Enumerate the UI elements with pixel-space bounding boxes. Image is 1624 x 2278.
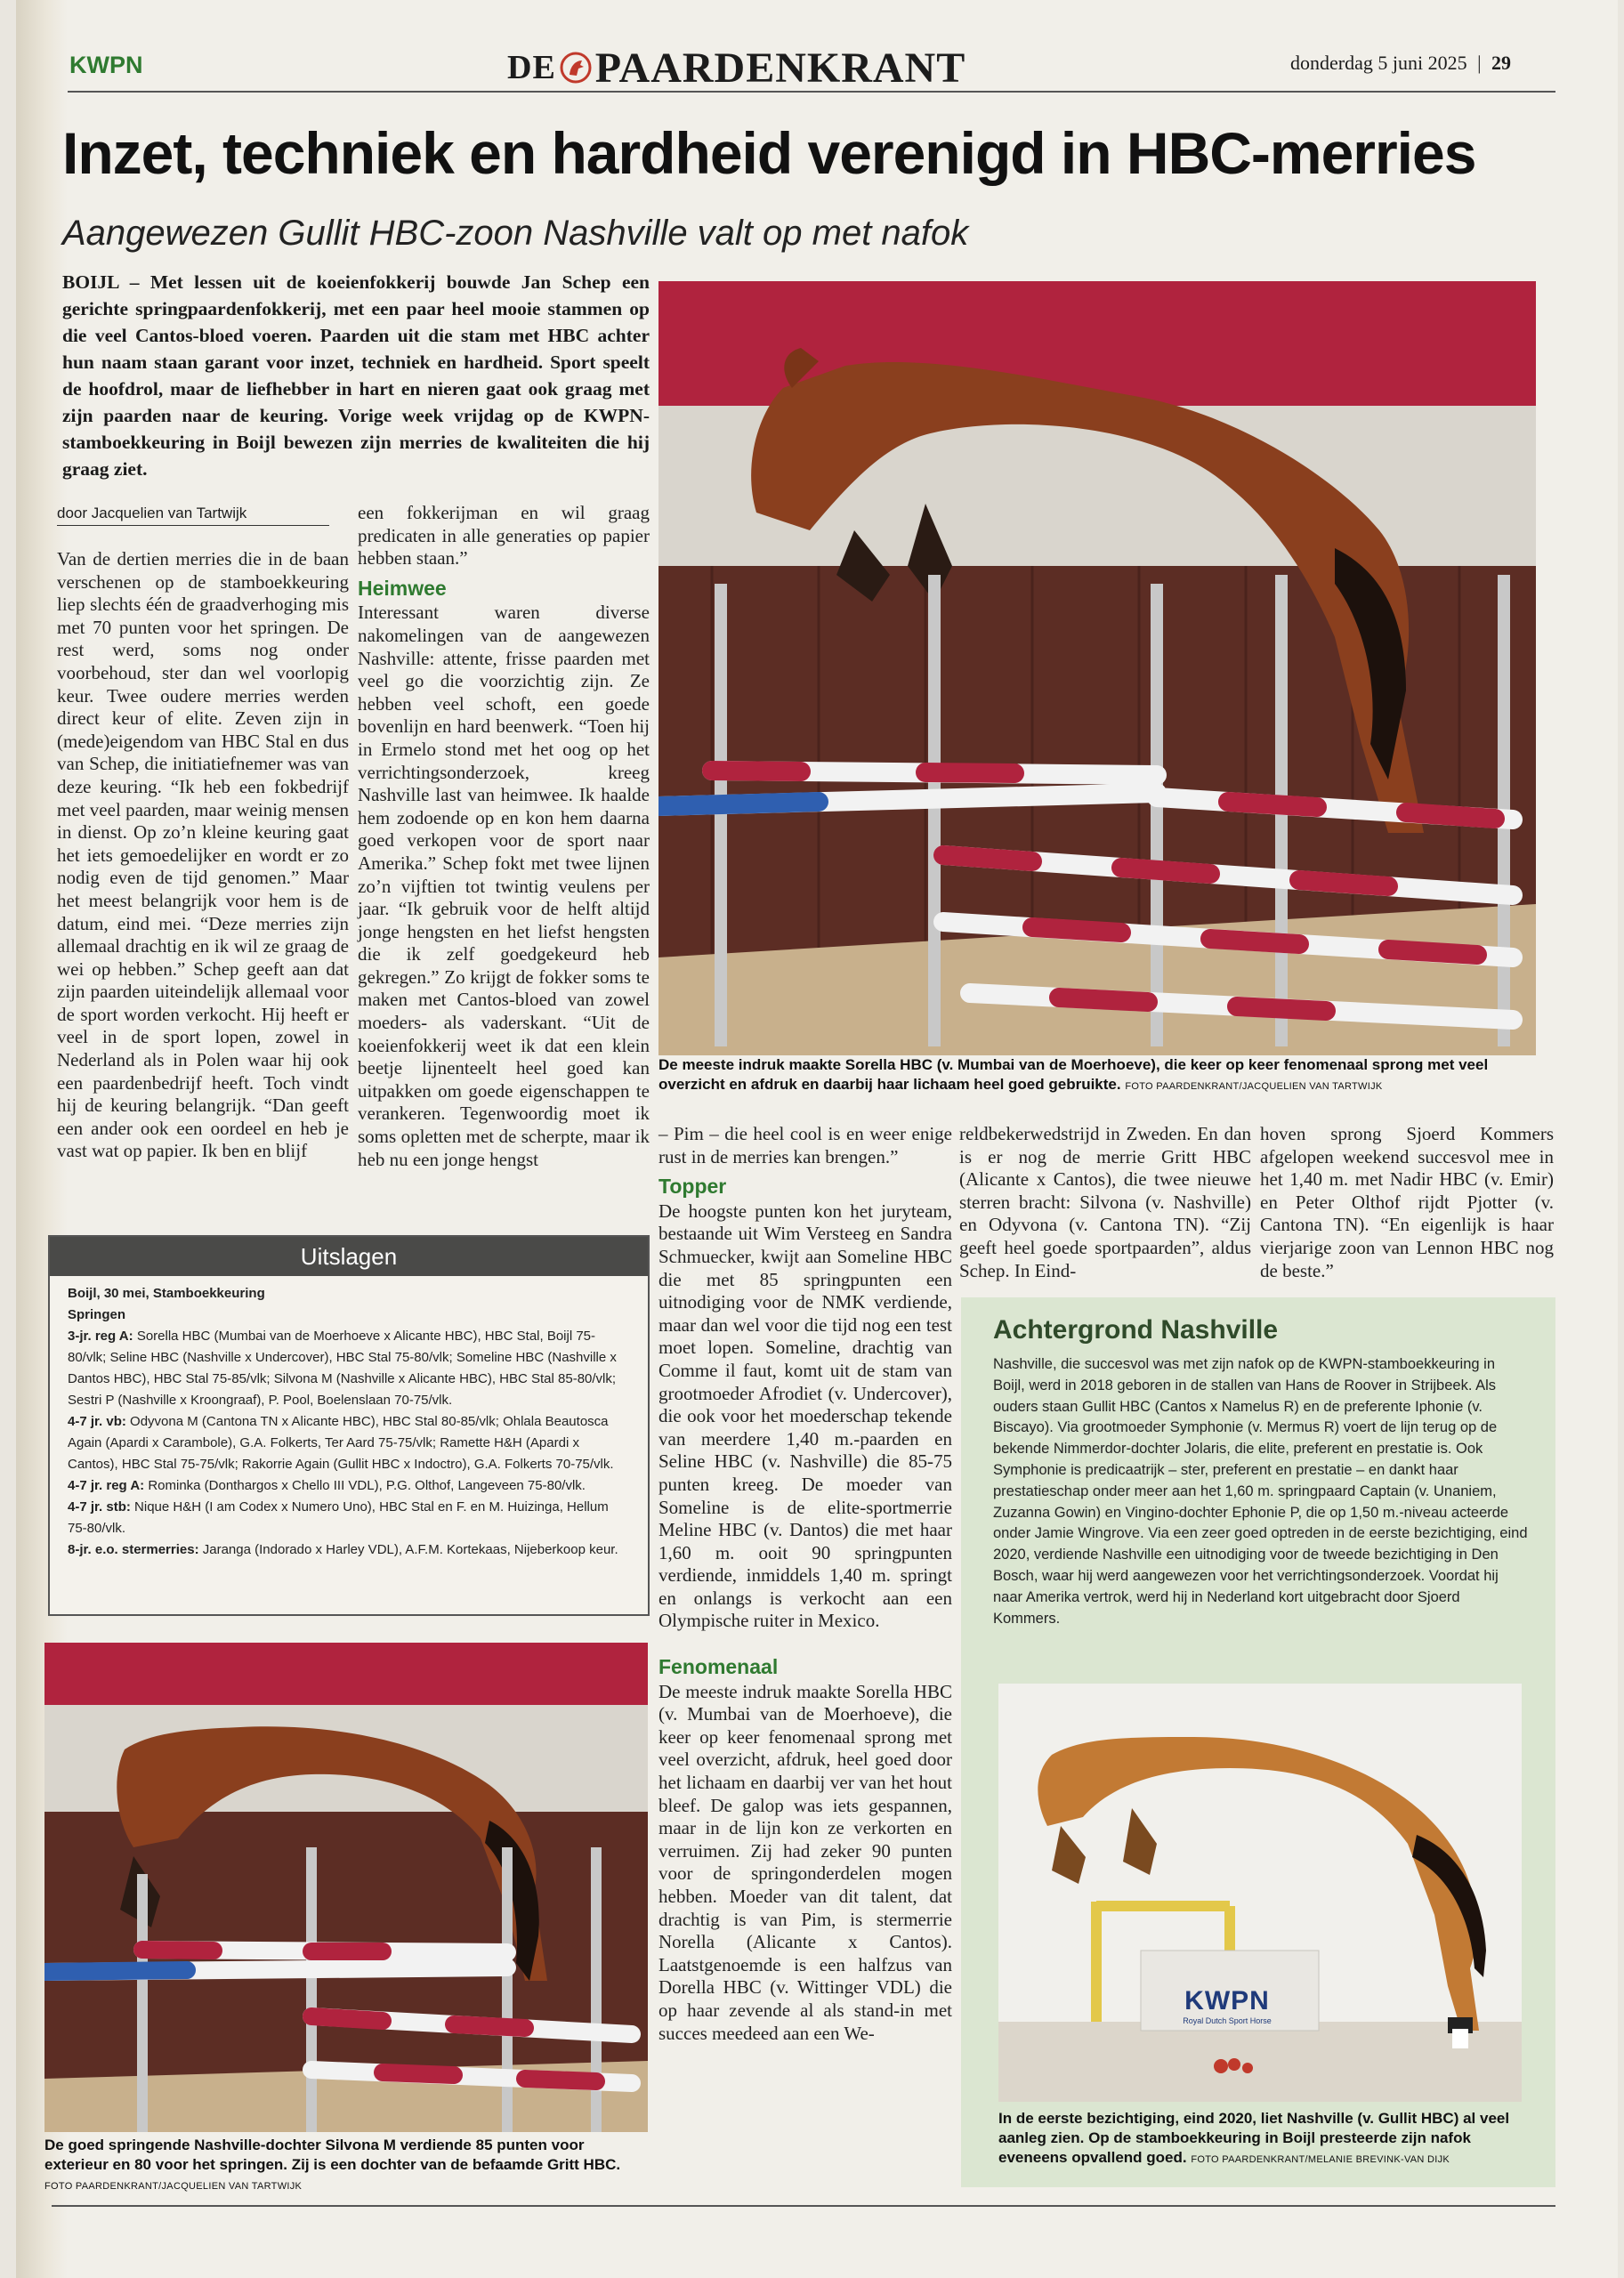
byline: door Jacquelien van Tartwijk: [57, 505, 329, 526]
results-row: 4-7 jr. vb: Odyvona M (Cantona TN x Alicante HBC), HBC Stal 80-85/vlk; Ohlala Beautosca Again (Apardi x Carambole), G.A. Folkerts, Ter Aard 75-75/vlk; Ramette H&H (Apardi x Cantos), HBC Stal 75-75/vlk; Rakorrie Again (Gullit HBC x Indoctro), G.A. Folkerts 70-75/vlk.: [68, 1414, 614, 1472]
photo-nashville-illustration: [998, 1684, 1522, 2102]
article-column-2: [358, 502, 650, 1171]
photo-nashville-credit: FOTO PAARDENKRANT/MELANIE BREVINK-VAN DIJK: [1191, 2154, 1450, 2165]
results-box: [48, 1235, 650, 1616]
article-column-3: [658, 1123, 952, 2045]
column-2-top: een fokkerijman en wil graag predicaten in alle generaties op papier hebben staan.”: [358, 502, 650, 570]
kwpn-logo-text: KWPN: [1184, 1986, 1270, 2015]
background-box-title: Achtergrond Nashville: [993, 1315, 1279, 1345]
article-column-1: [57, 548, 349, 1163]
article-column-5: [1260, 1123, 1554, 1282]
subheading-fenomenaal: Fenomenaal: [658, 1655, 779, 1679]
photo-silvona-caption-text: De goed springende Nashville-dochter Silvona M verdiende 85 punten voor exterieur en 80 voor het springen. Zij is een dochter van de befaamde Gritt HBC.: [44, 2137, 621, 2173]
photo-sorella: [658, 281, 1536, 1055]
subheading-topper: Topper: [658, 1175, 727, 1199]
column-3-top: – Pim – die heel cool is en weer enige rust in de merries kan brengen.”: [658, 1123, 952, 1167]
photo-silvona: [44, 1643, 648, 2132]
results-row: 8-jr. e.o. stermerries: Jaranga (Indorado x Harley VDL), A.F.M. Kortekaas, Nijeberkoop keur.: [68, 1542, 618, 1557]
article-column-4: [959, 1123, 1251, 1282]
photo-sorella-caption-text: De meeste indruk maakte Sorella HBC (v. Mumbai van de Moerhoeve), die keer op keer fenomenaal sprong met veel overzicht en afdruk en daarbij haar lichaam heel goed gebruikte.: [658, 1056, 1489, 1093]
intro-lead: BOIJL – Met lessen uit de koeienfokkerij bouwde Jan Schep een gerichte springpaardenfokkerij, met een paar heel mooie stammen op die veel Cantos-bloed voeren. Paarden uit die stam met HBC achter hun naam staan garant voor inzet, techniek en hardheid. Sport speelt de hoofdrol, maar de liefhebber in hart en nieren gaat ook graag met zijn paarden naar de keuring. Vorige week vrijdag op de KWPN-stamboekkeuring in Boijl bewezen zijn merries de kwaliteiten die hij graag ziet.: [62, 271, 650, 480]
kwpn-logo-subtitle: Royal Dutch Sport Horse: [1183, 2016, 1272, 2025]
masthead-logo: [507, 41, 966, 94]
results-row: 3-jr. reg A: Sorella HBC (Mumbai van de Moerhoeve x Alicante HBC), HBC Stal, Boijl 75-80/vlk; Seline HBC (Nashville x Undercover), HBC Stal 75-80/vlk; Someline HBC (Nashville x Dantos HBC), HBC Stal 75-85/vlk; Silvona M (Nashville x Alicante HBC), HBC Stal 85-80/vlk; Sestri P (Nashville x Kroongraaf), P. Pool, Boelenslaan 70-75/vlk.: [68, 1329, 617, 1408]
column-4-text: reldbekerwedstrijd in Zweden. En dan is er nog de merrie Gritt HBC (Alicante x Cantos), die twee nieuwe sterren bracht: Silvona (v. Nashville) en Odyvona (v. Cantona TN). “Zij geeft heel goede sportpaarden”, aldus Schep. In Eind-: [959, 1123, 1251, 1281]
photo-silvona-illustration: [44, 1643, 648, 2132]
photo-nashville-caption: [998, 2109, 1532, 2169]
photo-nashville-caption-text: In de eerste bezichtiging, eind 2020, liet Nashville (v. Gullit HBC) al veel aanleg zien. Op de stamboekkeuring in Boijl presteerde zijn nafok eveneens opvallend goed.: [998, 2110, 1510, 2166]
photo-sorella-caption: [658, 1055, 1539, 1096]
photo-sorella-illustration: [658, 281, 1536, 1055]
column-1-text: Van de dertien merries die in de baan verschenen op de stamboekkeuring liep slechts één de graadverhoging mis met 70 punten voor het springen. De rest werd, soms nog onder voorbehoud, ster dan wel voorlopig keur. Twee oudere merries werden direct keur of elite. Zeven zijn in (mede)eigendom van HBC Stal en dus van Schep, die initiatiefnemer was van deze keuring. “Ik heb een fokbedrijf met veel paarden, maar weinig mensen in dienst. Op zo’n kleine keuring gaat het iets gemoedelijker en wordt er zo nodig even de tijd genomen.” Maar het meest belangrijk voor hem is de datum, eind mei. “Deze merries zijn allemaal drachtig en ik wil ze graag de wei op hebben.” Schep geeft aan dat zijn paarden uiteindelijk allemaal voor de sport worden verkocht. Hij heeft er veel in de sport lopen, zowel in Nederland als in Polen waar hij ook een paardenbedrijf heeft. Toch vindt hij de keuring belangrijk. “Dan geeft een ander ook een oordeel en heb je vast wat op papier. Ik ben en blijf: [57, 548, 349, 1162]
results-row: 4-7 jr. stb: Nique H&H (I am Codex x Numero Uno), HBC Stal en F. en M. Huizinga, Hellum 75-80/vlk.: [68, 1499, 609, 1536]
column-2-heimwee: Interessant waren diverse nakomelingen van de aangewezen Nashville: attente, frisse paarden met veel go die voorzichtig zijn. Ze hebben veel schoft, een goede bovenlijn en hard beenwerk. “Toen hij in Ermelo stond met het oog op het verrichtingsonderzoek, kreeg Nashville last van heimwee. Ik haalde hem zodoende op en kon hem daarna goed verkopen voor de sport naar Amerika.” Schep fokt met twee lijnen zo’n vijftien tot twintig veulens per jaar. “Ik gebruik voor de helft altijd jonge hengsten en het liefst hengsten die ik zelf goedgekeurd heb gekregen.” Zo krijgt de fokker soms te maken met Cantos-bloed van zowel moeders- als vaderskant. “Uit de koeienfokkerij weet ik dat een klein beetje lijnenteelt heel goed kan uitpakken om goede eigenschappen te verankeren. Tegenwoordig moet ik soms opletten met de scherpte, maar ik heb nu een jonge hengst: [358, 602, 650, 1170]
bottom-rule: [52, 2205, 1555, 2207]
results-body: [50, 1276, 648, 1561]
photo-sorella-credit: FOTO PAARDENKRANT/JACQUELIEN VAN TARTWIJK: [1125, 1081, 1383, 1092]
results-row: 4-7 jr. reg A: Rominka (Donthargos x Chello III VDL), P.G. Olthof, Langeveen 75-80/vlk.: [68, 1478, 586, 1493]
column-3-fenomenaal: De meeste indruk maakte Sorella HBC (v. Mumbai van de Moerhoeve), die keer op keer fenomenaal sprong met veel overzicht, afdruk, heel goed door het lichaam en daarbij ver van het hout bleef. De galop was iets gespannen, maar in de lijn kon ze verkorten en verruimen. Zij had zeker 90 punten voor de springonderdelen mogen hebben. Moeder van dit talent, dat drachtig is van Pim, is stermerrie Norella (Alicante x Cantos). Laatstgenoemde is een halfzus van Dorella HBC (v. Wittinger VDL) die op haar zevende al als stand-in met succes meedeed aan een We-: [658, 1680, 952, 2044]
page-number: 29: [1491, 52, 1511, 74]
background-box: [961, 1297, 1555, 2187]
results-discipline: Springen: [68, 1307, 126, 1322]
newspaper-page: [16, 0, 1618, 2278]
kwpn-logo: [1151, 1986, 1303, 2025]
column-3-topper: De hoogste punten kon het juryteam, bestaande uit Wim Versteeg en Sandra Schmuecker, kwijt aan Someline HBC die met 85 springpunten een uitnodiging voor de NMK verdiende, maar dan wel voor die tijd nog een test moet lopen. Someline, drachtig van Comme il faut, komt uit de stam van grootmoeder Afrodiet (v. Undercover), die ook voor het moederschap tekende van meerdere 1,40 m.-paarden en Seline HBC (v. Nashville) die 85-75 punten kreeg. De moeder van Someline is de elite-sportmerrie Meline HBC (v. Dantos) die met haar 1,60 m. ooit 90 springpunten verdiende, inmiddels 1,40 m. springt en onlangs is verkocht aan een Olympische ruiter in Mexico.: [658, 1200, 952, 1632]
subheadline: Aangewezen Gullit HBC-zoon Nashville valt op met nafok: [62, 214, 969, 253]
header-rule: [68, 91, 1555, 93]
results-event: Boijl, 30 mei, Stamboekkeuring: [68, 1286, 265, 1301]
photo-nashville: [998, 1684, 1522, 2102]
issue-date: [1290, 52, 1511, 75]
date-separator: |: [1477, 52, 1482, 74]
background-box-text: Nashville, die succesvol was met zijn nafok op de KWPN-stamboekkeuring in Boijl, werd in 2018 geboren in de stallen van Hans de Roover in Strijbeek. Als ouders staan Gullit HBC (Cantos x Namelus R) en de preferente Iphonie (v. Biscayo). Via grootmoeder Symphonie (v. Mermus R) voert de lijn terug op de bekende Nimmerdor-dochter Jolaris, die elite, preferent en prestatie is. Ook Symphonie is predicaatrijk – ster, preferent en prestatie – en dankt haar prestatieschap onder meer aan het 1,60 m. springpaard Captain (v. Unaniem, Zuzanna Gowin) en Vingino-dochter Ephonie P, die op 1,50 m.-niveau acteerde onder Jamie Wingrove. Via een zeer goed optreden in de eerste bezichtiging, eind 2020, verdiende Nashville een uitnodiging voor de tweede bezichtiging in Den Bosch, waar hij werd aangewezen voor het verrichtingsonderzoek. Voordat hij naar Amerika vertrok, werd hij in Nederland kort uitgebracht door Sjoerd Kommers.: [993, 1356, 1528, 1627]
horse-logo-icon: [558, 50, 594, 85]
section-label: KWPN: [69, 52, 143, 78]
photo-silvona-caption: [44, 2136, 650, 2196]
logo-prefix: DE: [507, 49, 556, 86]
results-title: Uitslagen: [50, 1237, 648, 1276]
photo-silvona-credit: FOTO PAARDENKRANT/JACQUELIEN VAN TARTWIJK: [44, 2181, 303, 2192]
logo-name: PAARDENKRANT: [594, 44, 966, 92]
column-5-text: hoven sprong Sjoerd Kommers afgelopen weekend succesvol mee in het 1,40 m. met Nadir HBC (v. Emir) en Peter Olthof rijdt Pjotter (v. Cantona TN). “En eigenlijk is haar vierjarige zoon van Lennon HBC nog de beste.”: [1260, 1123, 1554, 1281]
date-text: donderdag 5 juni 2025: [1290, 52, 1467, 74]
headline: Inzet, techniek en hardheid verenigd in HBC-merries: [62, 120, 1476, 186]
subheading-heimwee: Heimwee: [358, 576, 447, 600]
